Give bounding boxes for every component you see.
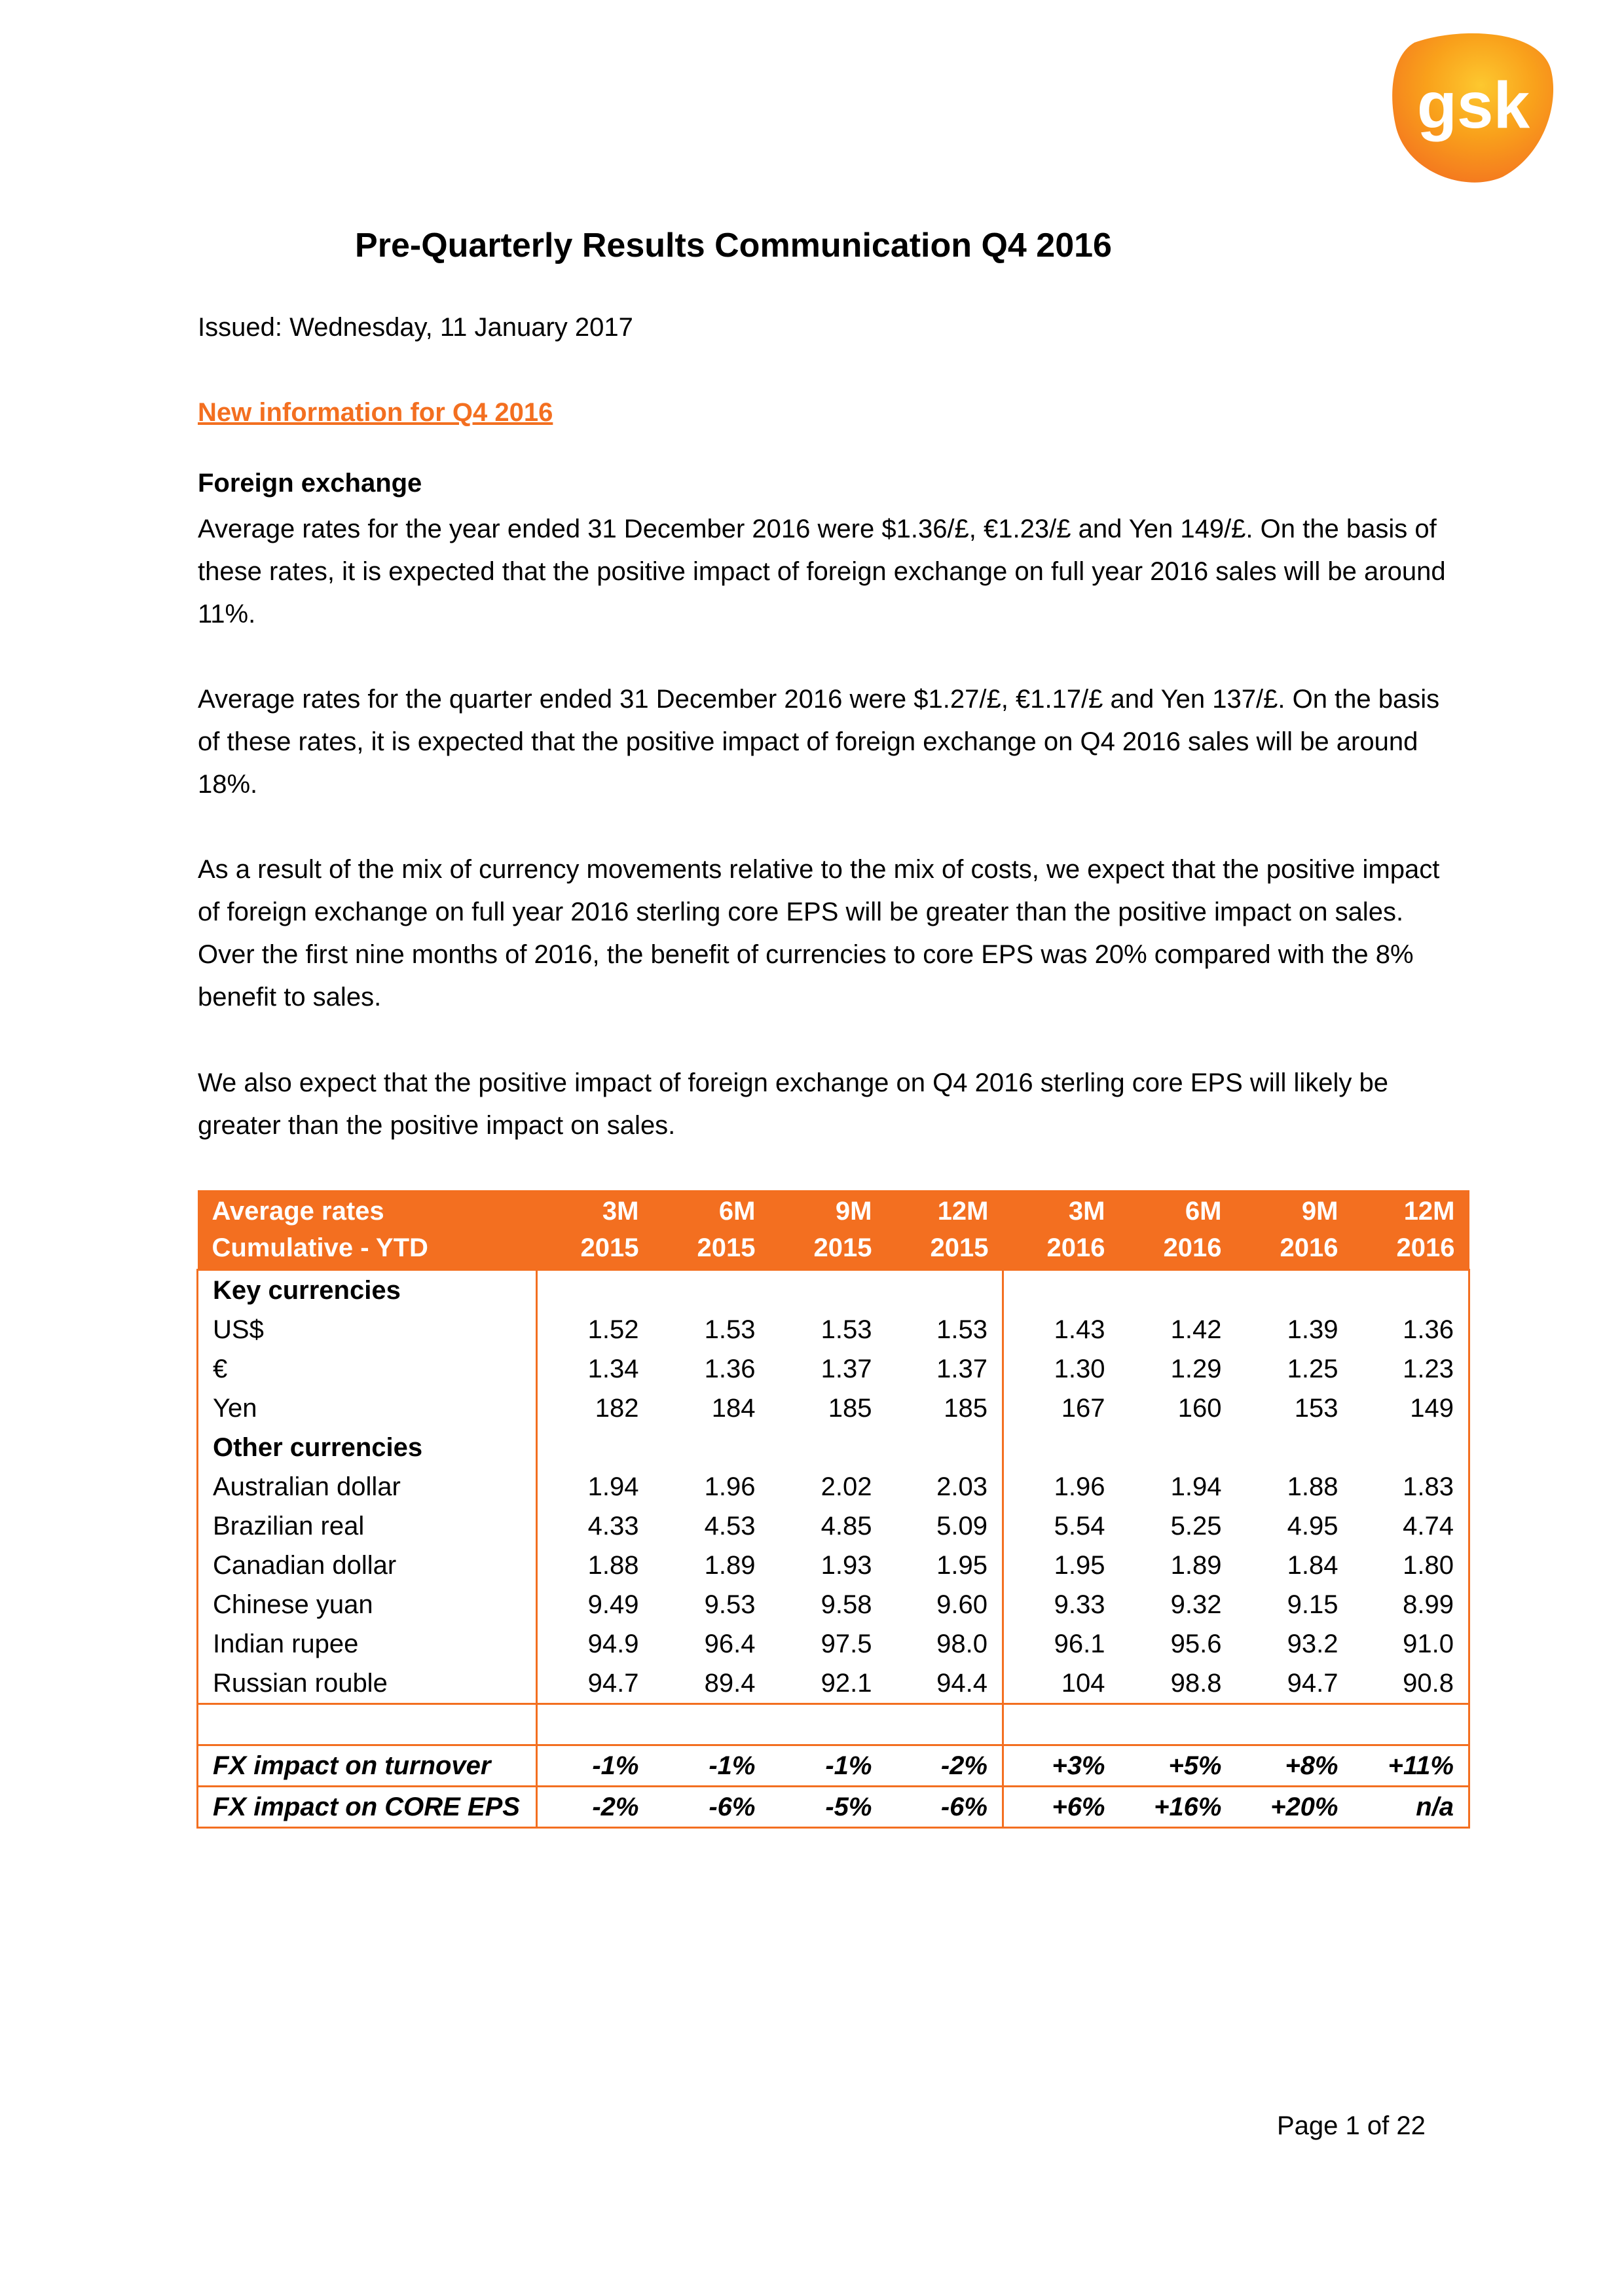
value-cell: 94.9 <box>537 1624 654 1664</box>
empty-cell <box>1003 1428 1120 1467</box>
table-header-row <box>198 1190 1469 1270</box>
column-period: 9M <box>835 1197 872 1226</box>
column-year: 2016 <box>1046 1233 1105 1262</box>
value-cell: 167 <box>1003 1389 1120 1428</box>
value-cell: 1.37 <box>936 1355 987 1383</box>
fx-rates-table <box>196 1190 1470 1829</box>
value-cell: 1.53 <box>936 1315 987 1344</box>
paragraph-2: Average rates for the quarter ended 31 December 2016 were $1.27/£, €1.17/£ and Yen 137/£. On the basis of these rates, it is expected that the positive impact of foreign exchange on Q4 2016 sales will be around 18%. <box>198 685 1440 799</box>
value-cell: 9.15 <box>1287 1590 1338 1619</box>
empty-cell <box>654 1428 770 1467</box>
value-cell: 185 <box>944 1394 987 1423</box>
empty-cell <box>770 1428 887 1467</box>
column-year: 2015 <box>813 1233 872 1262</box>
new-info-link[interactable]: New information for Q4 2016 <box>198 398 553 427</box>
table-row <box>198 1467 1469 1506</box>
empty-cell <box>770 1704 887 1745</box>
value-cell: +16% <box>1120 1787 1236 1828</box>
header-label-line2: Cumulative - YTD <box>212 1233 428 1262</box>
value-cell: 97.5 <box>821 1630 872 1658</box>
row-label: Russian rouble <box>198 1664 537 1704</box>
value-cell: 1.29 <box>1170 1355 1222 1383</box>
table-row <box>198 1506 1469 1546</box>
value-cell: 1.23 <box>1353 1349 1469 1389</box>
value-cell: -6% <box>887 1787 1003 1828</box>
value-cell: +20% <box>1236 1787 1353 1828</box>
column-header <box>1236 1190 1353 1270</box>
value-cell: 9.58 <box>821 1590 872 1619</box>
row-label: Australian dollar <box>198 1467 537 1506</box>
table-row <box>198 1664 1469 1704</box>
table-row <box>198 1310 1469 1349</box>
value-cell: 9.60 <box>936 1590 987 1619</box>
value-cell: -1% <box>537 1745 654 1787</box>
value-cell: 9.53 <box>704 1590 756 1619</box>
row-label: € <box>198 1349 537 1389</box>
value-cell: 4.53 <box>704 1512 756 1540</box>
value-cell: 1.94 <box>537 1467 654 1506</box>
page-title: Pre-Quarterly Results Communication Q4 2016 <box>355 227 1112 264</box>
value-cell: 94.7 <box>1236 1664 1353 1704</box>
value-cell: 1.80 <box>1353 1546 1469 1585</box>
value-cell: +11% <box>1353 1745 1469 1787</box>
header-label-line1: Average rates <box>212 1197 384 1226</box>
value-cell: 1.53 <box>704 1315 756 1344</box>
header-label <box>198 1190 537 1270</box>
paragraph-4: We also expect that the positive impact of foreign exchange on Q4 2016 sterling core EPS will likely be greater than the positive impact on sales. <box>198 1068 1389 1140</box>
empty-cell <box>1353 1428 1469 1467</box>
empty-cell <box>1236 1270 1353 1311</box>
empty-cell <box>1353 1704 1469 1745</box>
column-year: 2016 <box>1280 1233 1338 1262</box>
value-cell: +5% <box>1120 1745 1236 1787</box>
value-cell: 96.4 <box>704 1630 756 1658</box>
value-cell: -2% <box>537 1787 654 1828</box>
value-cell: 9.49 <box>537 1585 654 1624</box>
value-cell: 1.95 <box>1003 1546 1120 1585</box>
empty-cell <box>1120 1704 1236 1745</box>
row-label: Yen <box>198 1389 537 1428</box>
value-cell: +8% <box>1236 1745 1353 1787</box>
empty-cell <box>537 1704 654 1745</box>
empty-cell <box>1003 1270 1120 1311</box>
column-header <box>770 1190 887 1270</box>
value-cell: 4.33 <box>537 1506 654 1546</box>
value-cell: 2.02 <box>821 1472 872 1501</box>
value-cell: 1.53 <box>821 1315 872 1344</box>
empty-cell <box>1120 1428 1236 1467</box>
empty-cell <box>1353 1270 1469 1311</box>
value-cell: 1.95 <box>936 1551 987 1580</box>
row-label: Indian rupee <box>198 1624 537 1664</box>
value-cell: 1.96 <box>1003 1467 1120 1506</box>
column-header <box>1353 1190 1469 1270</box>
value-cell: -6% <box>654 1787 770 1828</box>
column-header <box>537 1190 654 1270</box>
column-period: 3M <box>1068 1197 1105 1226</box>
value-cell: -1% <box>654 1745 770 1787</box>
value-cell: 5.09 <box>936 1512 987 1540</box>
empty-cell <box>887 1270 1003 1311</box>
value-cell: 4.95 <box>1287 1512 1338 1540</box>
empty-cell <box>887 1428 1003 1467</box>
other-currencies-row <box>198 1428 1469 1467</box>
column-header <box>1120 1190 1236 1270</box>
empty-cell <box>1236 1428 1353 1467</box>
section-label: Key currencies <box>198 1270 537 1311</box>
value-cell: 184 <box>711 1394 756 1423</box>
column-header <box>1003 1190 1120 1270</box>
value-cell: 1.52 <box>537 1310 654 1349</box>
value-cell: 149 <box>1353 1389 1469 1428</box>
row-label: Canadian dollar <box>198 1546 537 1585</box>
row-label: Chinese yuan <box>198 1585 537 1624</box>
value-cell: 4.85 <box>821 1512 872 1540</box>
row-label: US$ <box>198 1310 537 1349</box>
value-cell: 95.6 <box>1170 1630 1222 1658</box>
column-period: 3M <box>602 1197 639 1226</box>
value-cell: -2% <box>887 1745 1003 1787</box>
table-row <box>198 1349 1469 1389</box>
gsk-logo <box>1388 29 1559 187</box>
column-period: 6M <box>718 1197 756 1226</box>
table-row <box>198 1546 1469 1585</box>
value-cell: 5.54 <box>1003 1506 1120 1546</box>
column-period: 6M <box>1185 1197 1222 1226</box>
value-cell: 153 <box>1294 1394 1338 1423</box>
issued-date: Issued: Wednesday, 11 January 2017 <box>198 313 633 342</box>
value-cell: 94.7 <box>537 1664 654 1704</box>
empty-cell <box>654 1270 770 1311</box>
value-cell: 1.89 <box>704 1551 756 1580</box>
value-cell: 98.8 <box>1120 1664 1236 1704</box>
column-year: 2015 <box>930 1233 989 1262</box>
value-cell: 93.2 <box>1287 1630 1338 1658</box>
empty-cell <box>1236 1704 1353 1745</box>
value-cell: 1.25 <box>1287 1355 1338 1383</box>
value-cell: 1.39 <box>1287 1315 1338 1344</box>
value-cell: 94.4 <box>887 1664 1003 1704</box>
value-cell: 1.88 <box>1287 1472 1338 1501</box>
value-cell: 1.30 <box>1003 1349 1120 1389</box>
value-cell: +3% <box>1003 1745 1120 1787</box>
value-cell: 92.1 <box>770 1664 887 1704</box>
column-period: 9M <box>1301 1197 1338 1226</box>
value-cell: 1.42 <box>1170 1315 1222 1344</box>
value-cell: 1.84 <box>1287 1551 1338 1580</box>
column-year: 2016 <box>1396 1233 1455 1262</box>
value-cell: 1.88 <box>537 1546 654 1585</box>
value-cell: 90.8 <box>1353 1664 1469 1704</box>
page-number: Page 1 of 22 <box>1277 2111 1426 2140</box>
empty-cell <box>198 1704 537 1745</box>
value-cell: 8.99 <box>1353 1585 1469 1624</box>
column-header <box>887 1190 1003 1270</box>
value-cell: 9.32 <box>1170 1590 1222 1619</box>
value-cell: 1.89 <box>1170 1551 1222 1580</box>
empty-cell <box>537 1428 654 1467</box>
value-cell: 1.36 <box>1353 1310 1469 1349</box>
value-cell: 182 <box>537 1389 654 1428</box>
column-period: 12M <box>937 1197 989 1226</box>
column-header <box>654 1190 770 1270</box>
value-cell: 1.43 <box>1003 1310 1120 1349</box>
table-row <box>198 1585 1469 1624</box>
section-label: Other currencies <box>198 1428 537 1467</box>
row-label: FX impact on CORE EPS <box>198 1787 537 1828</box>
value-cell: 4.74 <box>1353 1506 1469 1546</box>
value-cell: -5% <box>770 1787 887 1828</box>
empty-cell <box>1120 1270 1236 1311</box>
value-cell: 1.96 <box>704 1472 756 1501</box>
empty-cell <box>654 1704 770 1745</box>
empty-cell <box>537 1270 654 1311</box>
value-cell: 98.0 <box>936 1630 987 1658</box>
value-cell: 1.37 <box>821 1355 872 1383</box>
value-cell: 1.34 <box>537 1349 654 1389</box>
column-year: 2016 <box>1163 1233 1222 1262</box>
empty-cell <box>1003 1704 1120 1745</box>
blank-row <box>198 1704 1469 1745</box>
value-cell: n/a <box>1353 1787 1469 1828</box>
table-row <box>198 1745 1469 1787</box>
value-cell: 1.93 <box>821 1551 872 1580</box>
row-label: FX impact on turnover <box>198 1745 537 1787</box>
value-cell: 1.94 <box>1170 1472 1222 1501</box>
value-cell: 91.0 <box>1353 1624 1469 1664</box>
value-cell: 96.1 <box>1003 1624 1120 1664</box>
table-row <box>198 1389 1469 1428</box>
value-cell: 160 <box>1177 1394 1222 1423</box>
value-cell: 5.25 <box>1170 1512 1222 1540</box>
empty-cell <box>887 1704 1003 1745</box>
value-cell: 2.03 <box>936 1472 987 1501</box>
paragraph-1: Average rates for the year ended 31 December 2016 were $1.36/£, €1.23/£ and Yen 149/£. On the basis of these rates, it is expected that the positive impact of foreign exchange on full year 2016 sales will be around 11%. <box>198 515 1446 629</box>
row-label: Brazilian real <box>198 1506 537 1546</box>
table-row <box>198 1787 1469 1828</box>
value-cell: +6% <box>1003 1787 1120 1828</box>
key-currencies-row <box>198 1270 1469 1311</box>
value-cell: 9.33 <box>1003 1585 1120 1624</box>
paragraph-3: As a result of the mix of currency movements relative to the mix of costs, we expect that the positive impact of foreign exchange on full year 2016 sterling core EPS will be greater than the positive impact on sales. Over the first nine months of 2016, the benefit of currencies to core EPS was 20% compared with the 8% benefit to sales. <box>198 855 1440 1011</box>
value-cell: 89.4 <box>654 1664 770 1704</box>
column-year: 2015 <box>580 1233 639 1262</box>
value-cell: 1.36 <box>704 1355 756 1383</box>
table-row <box>198 1624 1469 1664</box>
value-cell: -1% <box>770 1745 887 1787</box>
section-heading: Foreign exchange <box>198 469 422 498</box>
empty-cell <box>770 1270 887 1311</box>
logo-text: gsk <box>1416 69 1530 142</box>
column-year: 2015 <box>697 1233 756 1262</box>
value-cell: 1.83 <box>1353 1467 1469 1506</box>
value-cell: 185 <box>828 1394 872 1423</box>
value-cell: 104 <box>1003 1664 1120 1704</box>
column-period: 12M <box>1403 1197 1455 1226</box>
